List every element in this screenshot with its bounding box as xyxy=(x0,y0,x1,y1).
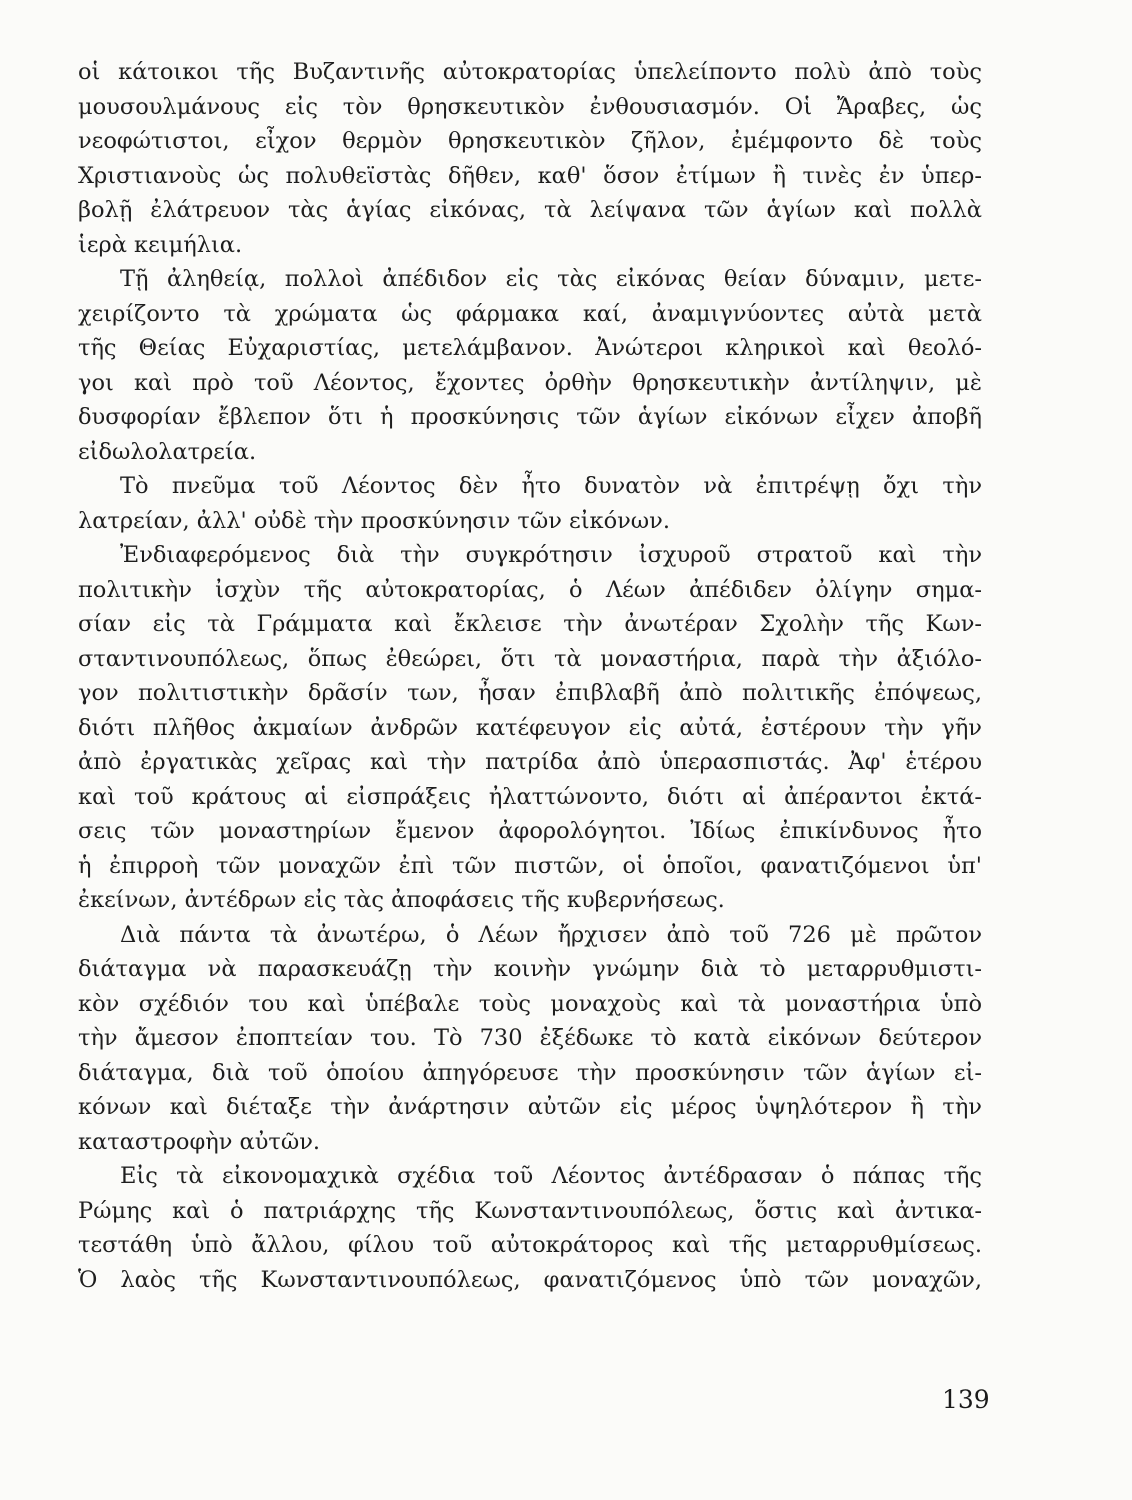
text-line: πολιτικὴν ἰσχὺν τῆς αὐτοκρατορίας, ὁ Λέων ἀπέδιδεν ὀλίγην σημα- xyxy=(78,576,982,603)
text-line: ἀπὸ ἐργατικὰς χεῖρας καὶ τὴν πατρίδα ἀπὸ ὑπερασπιστάς. Ἀφ' ἑτέρου xyxy=(78,749,982,775)
text-line: Ἐνδιαφερόμενος διὰ τὴν συγκρότησιν ἰσχυροῦ στρατοῦ καὶ τὴν xyxy=(120,542,982,568)
paragraph-5 xyxy=(78,918,982,1160)
text-line: χειρίζοντο τὰ χρώματα ὡς φάρμακα καί, ἀναμιγνύοντες αὐτὰ μετὰ xyxy=(78,300,982,327)
text-line: καταστροφὴν αὐτῶν. xyxy=(78,1128,321,1155)
text-line: ἐκείνων, ἀντέδρων εἰς τὰς ἀποφάσεις τῆς κυβερνήσεως. xyxy=(78,887,725,913)
text-line: Εἰς τὰ εἰκονομαχικὰ σχέδια τοῦ Λέοντος ἀντέδρασαν ὁ πάπας τῆς xyxy=(120,1163,982,1189)
text-line: τὴν ἄμεσον ἐποπτείαν του. Τὸ 730 ἐξέδωκε τὸ κατὰ εἰκόνων δεύτερον xyxy=(78,1025,982,1051)
text-line: νεοφώτιστοι, εἶχον θερμὸν θρησκευτικὸν ζῆλον, ἐμέμφοντο δὲ τοὺς xyxy=(78,128,982,154)
text-line: διάταγμα νὰ παρασκευάζῃ τὴν κοινὴν γνώμην διὰ τὸ μεταρρυθμιστι- xyxy=(78,956,982,982)
text-line: ἡ ἐπιρροὴ τῶν μοναχῶν ἐπὶ τῶν πιστῶν, οἱ ὁποῖοι, φανατιζόμενοι ὑπ' xyxy=(78,852,982,879)
text-line: εἰδωλολατρεία. xyxy=(78,438,257,465)
text-line: Ὁ λαὸς τῆς Κωνσταντινουπόλεως, φανατιζόμενος ὑπὸ τῶν μοναχῶν, xyxy=(78,1266,982,1293)
text-line: οἱ κάτοικοι τῆς Βυζαντινῆς αὐτοκρατορίας ὑπελείποντο πολὺ ἀπὸ τοὺς xyxy=(78,59,982,85)
text-line: Διὰ πάντα τὰ ἀνωτέρω, ὁ Λέων ἤρχισεν ἀπὸ τοῦ 726 μὲ πρῶτον xyxy=(120,921,982,948)
text-line: διάταγμα, διὰ τοῦ ὁποίου ἀπηγόρευσε τὴν προσκύνησιν τῶν ἁγίων εἰ- xyxy=(78,1059,982,1086)
text-line: τῆς Θείας Εὐχαριστίας, μετελάμβανον. Ἀνώτεροι κληρικοὶ καὶ θεολό- xyxy=(78,335,982,361)
text-line: διότι πλῆθος ἀκμαίων ἀνδρῶν κατέφευγον εἰς αὐτά, ἐστέρουν τὴν γῆν xyxy=(78,714,982,741)
text-line: Τῇ ἀληθείᾳ, πολλοὶ ἀπέδιδον εἰς τὰς εἰκόνας θείαν δύναμιν, μετε- xyxy=(120,266,982,292)
text-line: Ρώμης καὶ ὁ πατριάρχης τῆς Κωνσταντινουπόλεως, ὅστις καὶ ἀντικα- xyxy=(78,1197,982,1224)
text-line: λατρείαν, ἀλλ' οὐδὲ τὴν προσκύνησιν τῶν εἰκόνων. xyxy=(78,507,670,534)
paragraph-3 xyxy=(78,469,982,538)
text-line: τεστάθη ὑπὸ ἄλλου, φίλου τοῦ αὐτοκράτορος καὶ τῆς μεταρρυθμίσεως. xyxy=(78,1232,982,1258)
page-number: 139 xyxy=(942,1385,990,1414)
text-line: κόνων καὶ διέταξε τὴν ἀνάρτησιν αὐτῶν εἰς μέρος ὑψηλότερον ἢ τὴν xyxy=(78,1094,982,1120)
text-line: κὸν σχέδιόν του καὶ ὑπέβαλε τοὺς μοναχοὺς καὶ τὰ μοναστήρια ὑπὸ xyxy=(78,990,982,1017)
text-line: γοι καὶ πρὸ τοῦ Λέοντος, ἔχοντες ὀρθὴν θρησκευτικὴν ἀντίληψιν, μὲ xyxy=(78,369,982,396)
text-line: μουσουλμάνους εἰς τὸν θρησκευτικὸν ἐνθουσιασμόν. Οἱ Ἄραβες, ὡς xyxy=(78,93,982,120)
text-line: ἱερὰ κειμήλια. xyxy=(78,231,243,258)
paragraph-4 xyxy=(78,538,982,918)
body-text xyxy=(78,55,982,1297)
text-line: Χριστιανοὺς ὡς πολυθεϊστὰς δῆθεν, καθ' ὅσον ἐτίμων ἢ τινὲς ἐν ὑπερ- xyxy=(78,162,982,189)
text-line: σίαν εἰς τὰ Γράμματα καὶ ἔκλεισε τὴν ἀνωτέραν Σχολὴν τῆς Κων- xyxy=(78,611,982,637)
text-line: σταντινουπόλεως, ὅπως ἐθεώρει, ὅτι τὰ μοναστήρια, παρὰ τὴν ἀξιόλο- xyxy=(78,645,982,672)
text-line: σεις τῶν μοναστηρίων ἔμενον ἀφορολόγητοι. Ἰδίως ἐπικίνδυνος ἦτο xyxy=(78,818,982,844)
text-line: δυσφορίαν ἔβλεπον ὅτι ἡ προσκύνησις τῶν ἁγίων εἰκόνων εἶχεν ἀποβῆ xyxy=(78,404,982,430)
text-line: γον πολιτιστικὴν δρᾶσίν των, ἦσαν ἐπιβλαβῆ ἀπὸ πολιτικῆς ἐπόψεως, xyxy=(78,680,982,706)
paragraph-1 xyxy=(78,55,982,262)
paragraph-2 xyxy=(78,262,982,469)
text-line: βολῇ ἐλάτρευον τὰς ἁγίας εἰκόνας, τὰ λείψανα τῶν ἁγίων καὶ πολλὰ xyxy=(78,197,982,223)
text-line: καὶ τοῦ κράτους αἱ εἰσπράξεις ἠλαττώνοντο, διότι αἱ ἀπέραντοι ἐκτά- xyxy=(78,783,982,810)
text-line: Τὸ πνεῦμα τοῦ Λέοντος δὲν ἦτο δυνατὸν νὰ ἐπιτρέψῃ ὄχι τὴν xyxy=(120,473,982,499)
paragraph-6 xyxy=(78,1159,982,1297)
